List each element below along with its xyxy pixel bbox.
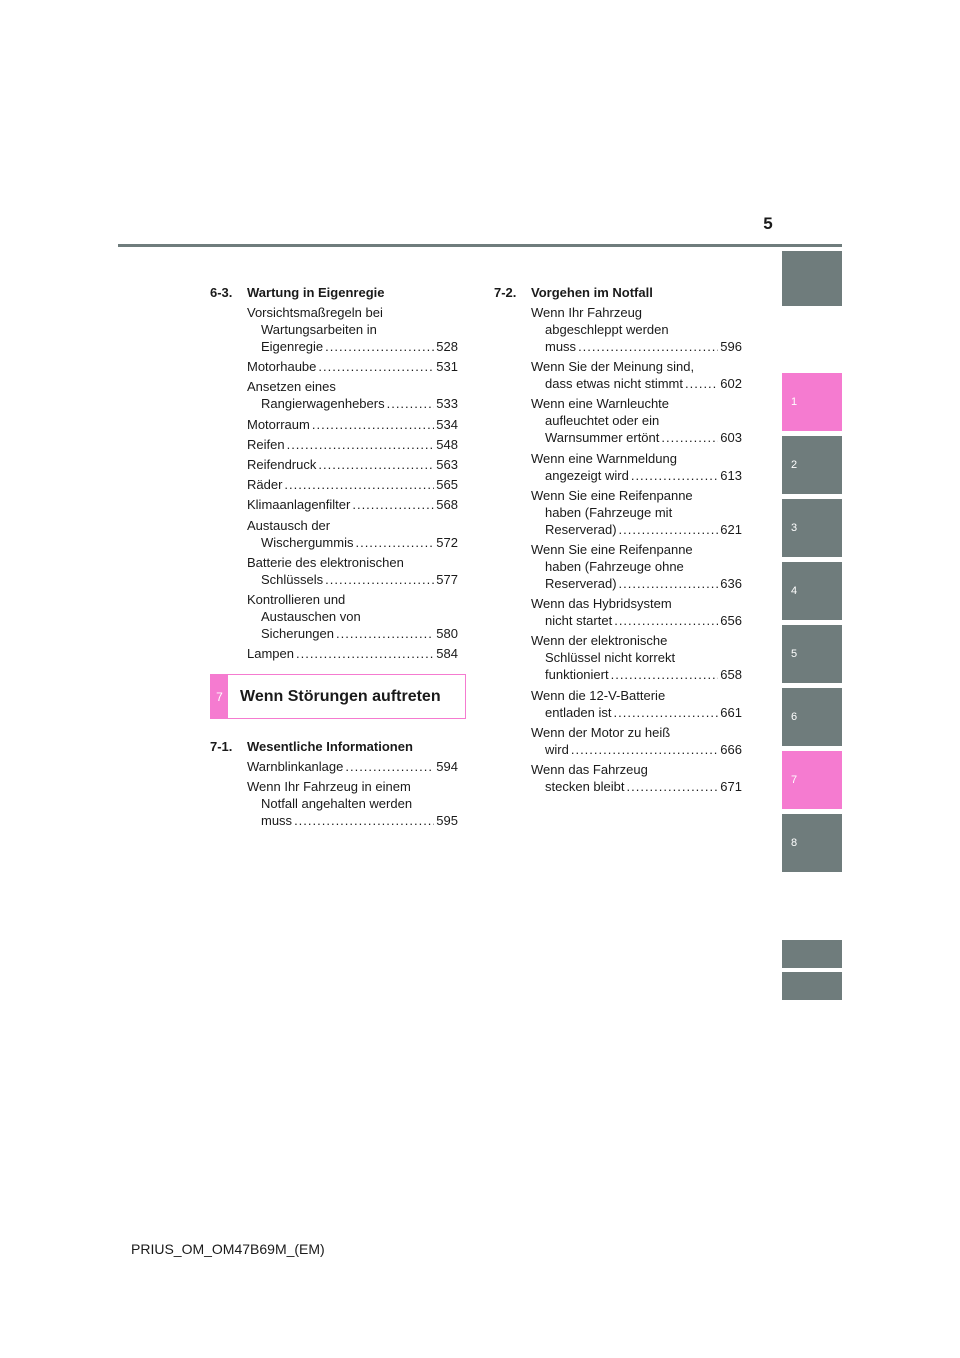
chapter-tab-label: 1 [791,396,798,408]
section-number: 6-3. [210,285,233,300]
toc-entry[interactable] [247,358,458,375]
toc-entry[interactable] [247,758,458,775]
toc-entry-text: muss [545,339,577,354]
chapter-tab-5[interactable] [782,625,842,683]
page-reference[interactable]: 577 [436,571,458,587]
page-reference[interactable]: 534 [436,416,458,432]
chapter-tab-1[interactable] [782,373,842,431]
toc-entry-text: Reserverad) [545,521,617,537]
toc-entry-text: Reifendruck [247,456,317,472]
dot-leader [294,812,434,829]
toc-entry[interactable] [531,687,742,721]
toc-entry-text: stecken bleibt [545,778,625,794]
toc-entry[interactable] [247,476,458,493]
toc-entry-text: Lampen [247,646,294,662]
page-reference[interactable]: 531 [436,359,458,375]
section-number: 7-2. [494,285,517,300]
section-heading [210,738,458,755]
toc-entry-text: aufleuchtet oder ein [545,413,660,429]
dot-leader [325,571,434,588]
chapter-tab-8[interactable] [782,814,842,872]
toc-entry[interactable] [247,378,458,412]
toc-entry-text: Motorraum [247,416,310,432]
dot-leader [355,534,434,551]
dot-leader [614,612,718,629]
toc-entry[interactable] [247,778,458,829]
page-number: 5 [763,214,773,233]
toc-entry-text: funktioniert [545,667,609,683]
toc-entry-text: Wenn der elektronische [531,633,668,649]
page-reference[interactable]: 533 [436,396,458,412]
toc-entry-text: Warnblinkanlage [247,759,344,774]
document-code: PRIUS_OM_OM47B69M_(EM) [131,1241,325,1257]
page-reference[interactable]: 596 [720,339,742,354]
toc-entry-text: Wenn die 12-V-Batterie [531,687,666,703]
toc-entry-text: Räder [247,477,283,493]
toc-entry-text: Batterie des elektronischen [247,554,404,570]
page-reference[interactable]: 603 [720,430,742,446]
toc-entry-text: Motorhaube [247,359,317,375]
toc-entry-text: Notfall angehalten werden [261,796,413,812]
toc-entry-text: Rangierwagenhebers [261,396,385,412]
chapter-tab-2[interactable] [782,436,842,494]
section-7-1 [210,738,458,832]
toc-entry-text: Sicherungen [261,625,334,641]
chapter-tab-6[interactable] [782,688,842,746]
page-reference[interactable]: 594 [436,759,458,774]
toc-entry-text: Wenn Sie der Meinung sind, [531,359,695,375]
chapter-title: Wenn Störungen auftreten [240,687,441,705]
chapter-tab[interactable] [782,940,842,968]
toc-entry[interactable] [531,761,742,795]
toc-entry-text: Austausch der [247,517,331,533]
toc-entry[interactable] [247,416,458,433]
dot-leader [296,645,434,662]
dot-leader [631,467,718,484]
dot-leader [318,456,434,473]
page-reference[interactable]: 636 [720,575,742,591]
page-reference[interactable]: 548 [436,436,458,452]
chapter-heading [210,674,466,719]
toc-entry-text: Wenn Ihr Fahrzeug [531,305,643,320]
page-reference[interactable]: 666 [720,741,742,757]
dot-leader [387,395,435,412]
toc-entry-text: Wartungsarbeiten in [261,322,377,337]
toc-entry-text: Eigenregie [261,339,324,354]
page-reference[interactable]: 568 [436,497,458,513]
toc-entry-text: entladen ist [545,704,612,720]
chapter-tab-3[interactable] [782,499,842,557]
toc-entry[interactable] [531,724,742,758]
chapter-tab-label: 2 [791,459,798,471]
dot-leader [619,575,719,592]
page-reference[interactable]: 580 [436,625,458,641]
toc-entry[interactable] [247,456,458,473]
toc-entry-text: Wenn Ihr Fahrzeug in einem [247,779,411,795]
page-reference[interactable]: 602 [720,376,742,392]
toc-entry-text: Schlüssel nicht korrekt [545,650,676,666]
dot-leader [685,375,718,392]
page-reference[interactable]: 661 [720,704,742,720]
toc-entry-text: Austauschen von [261,608,361,624]
toc-entry[interactable] [247,496,458,513]
toc-entry-text: Wenn der Motor zu heiß [531,724,671,740]
section-number: 7-1. [210,739,233,754]
toc-entry-text: Warnsummer ertönt [545,430,660,446]
toc-entry[interactable] [531,304,742,355]
chapter-tab-label: 8 [791,837,798,849]
toc-entry[interactable] [247,304,458,355]
page-reference[interactable]: 658 [720,667,742,683]
toc-entry-text: Wenn Sie eine Reifenpanne [531,487,693,503]
dot-leader [284,476,434,493]
page-reference[interactable]: 528 [436,339,458,354]
chapter-tab-7[interactable] [782,751,842,809]
page-reference[interactable]: 656 [720,613,742,629]
chapter-tab-label: 7 [791,774,798,786]
header-rule [118,244,842,247]
dot-leader [661,429,718,446]
toc-entry[interactable] [247,517,458,551]
dot-leader [318,358,434,375]
page-reference[interactable]: 613 [720,467,742,483]
toc-entry[interactable] [531,450,742,484]
section-title: Wesentliche Informationen [247,739,413,754]
chapter-tabs [782,0,842,1358]
toc-entry-text: Wischergummis [261,534,354,550]
chapter-tab-4[interactable] [782,562,842,620]
toc-entry-text: Reserverad) [545,575,617,591]
toc-entry-text: nicht startet [545,613,613,629]
section-heading [210,284,458,301]
toc-entry-text: Wenn das Fahrzeug [531,761,648,777]
toc-entry[interactable] [247,436,458,453]
toc-entry-text: Reifen [247,436,285,452]
section-7-2 [494,284,742,798]
dot-leader [325,338,434,355]
dot-leader [312,416,434,433]
toc-entry-text: wird [545,741,569,757]
chapter-number: 7 [211,675,228,718]
toc-entry-text: dass etwas nicht stimmt [545,376,683,392]
dot-leader [611,666,719,683]
dot-leader [627,778,719,795]
toc-entry-text: muss [261,813,293,829]
dot-leader [352,496,434,513]
toc-entry-text: haben (Fahrzeuge ohne [545,558,684,574]
dot-leader [614,704,719,721]
chapter-tab-label: 3 [791,522,798,534]
page-reference[interactable]: 584 [436,646,458,662]
page-reference[interactable]: 595 [436,813,458,829]
toc-entry[interactable] [531,358,742,392]
dot-leader [345,758,434,775]
page-reference[interactable]: 671 [720,778,742,794]
page-reference[interactable]: 572 [436,534,458,550]
toc-entry-text: haben (Fahrzeuge mit [545,504,673,520]
dot-leader [287,436,435,453]
chapter-tab[interactable] [782,972,842,1000]
chapter-tab-label: 6 [791,711,798,723]
chapter-tab-label: 5 [791,648,798,660]
toc-entry[interactable] [247,554,458,588]
toc-entry-text: angezeigt wird [545,467,629,483]
section-6-3 [210,284,458,665]
toc-entry-text: Klimaanlagenfilter [247,497,351,513]
toc-entry-text: Wenn eine Warnleuchte [531,396,670,412]
section-title: Vorgehen im Notfall [531,285,653,300]
dot-leader [578,338,718,355]
toc-entry[interactable] [531,541,742,592]
dot-leader [619,521,719,538]
toc-entry-text: Kontrollieren und [247,591,346,607]
toc-entry[interactable] [531,487,742,538]
toc-entry-text: Vorsichtsmaßregeln bei [247,305,383,320]
page-reference[interactable]: 621 [720,521,742,537]
page-reference[interactable]: 565 [436,477,458,493]
toc-entry-text: abgeschleppt werden [545,322,669,337]
dot-leader [571,741,718,758]
toc-entry-text: Wenn eine Warnmeldung [531,450,677,466]
toc-entry[interactable] [247,591,458,642]
section-title: Wartung in Eigenregie [247,285,385,300]
chapter-tab[interactable] [782,251,842,306]
toc-entry[interactable] [247,645,458,662]
toc-entry[interactable] [531,632,742,683]
dot-leader [336,625,434,642]
toc-entry-text: Wenn Sie eine Reifenpanne [531,541,693,557]
toc-entry-text: Wenn das Hybridsystem [531,596,672,612]
toc-entry[interactable] [531,595,742,629]
toc-entry-text: Ansetzen eines [247,379,336,395]
toc-entry-text: Schlüssels [261,571,324,587]
toc-entry[interactable] [531,395,742,446]
chapter-tab-label: 4 [791,585,798,597]
page-reference[interactable]: 563 [436,456,458,472]
section-heading [494,284,742,301]
